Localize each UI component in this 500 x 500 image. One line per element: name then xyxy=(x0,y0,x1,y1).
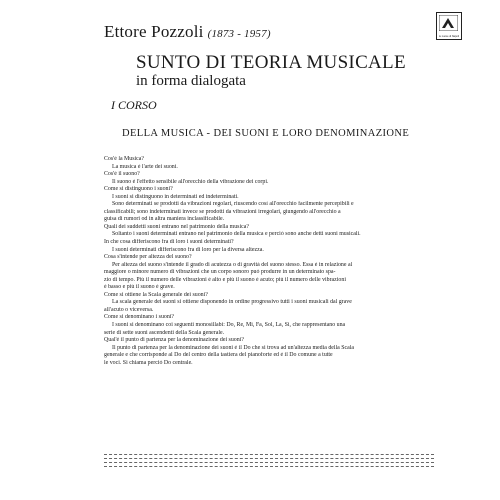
answer-line: maggiore o minore numero di vibrazioni che un corpo sonoro può produrre in un determinato spa- xyxy=(104,269,336,276)
answer-line: Il punto di partenza per la denominazione dei suoni è il Do che si trova ad un'altezza media della Scala xyxy=(112,344,354,351)
music-notation-stub xyxy=(104,452,434,472)
staff-line xyxy=(104,466,434,467)
answer-line: generale e che corrisponde al Do del centro della tastiera del pianoforte ed è il Do comune a tutte xyxy=(104,352,333,359)
answer-line: La musica è l'arte dei suoni. xyxy=(112,163,178,170)
staff-line xyxy=(104,458,434,459)
author-name-text: Ettore Pozzoli xyxy=(104,22,204,41)
question-line: Come si denominano i suoni? xyxy=(104,314,175,321)
publisher-logo-mark xyxy=(439,15,458,31)
page-title: SUNTO DI TEORIA MUSICALE xyxy=(136,52,406,73)
publisher-logo-icon xyxy=(436,12,462,40)
question-line: Cos'è la Musica? xyxy=(104,156,144,162)
answer-line: guisa di rumori od in altra maniera inclassificabile. xyxy=(104,216,225,223)
author-years: (1873 - 1957) xyxy=(207,28,271,40)
author-name xyxy=(104,22,271,42)
staff-line xyxy=(104,462,434,463)
question-line: Quali dei suddetti suoni entrano nel patrimonio della musica? xyxy=(104,223,249,230)
question-line: In che cosa differiscono fra di loro i suoni determinati? xyxy=(104,239,234,246)
answer-line: La scala generale dei suoni si ottiene disponendo in ordine progressivo tutti i suoni musicali dal grave xyxy=(112,299,352,306)
publisher-logo-text: le nuove di Napoli xyxy=(439,35,459,38)
question-line: Cosa s'intende per altezza del suono? xyxy=(104,254,192,261)
answer-line: classificabili; sono indeterminati invece se prodotti da vibrazioni irregolari, giungendo all'orecchio a xyxy=(104,208,341,215)
answer-line: I suoni si denominano coi seguenti monosillabi: Do, Re, Mi, Fa, Sol, La, Si, che rappresentano una xyxy=(112,322,346,329)
answer-line: serie di sette suoni ascendenti della Scala generale. xyxy=(104,329,225,336)
course-heading: I CORSO xyxy=(111,98,157,112)
answer-line: I suoni si distinguono in determinati ed indeterminati. xyxy=(112,193,239,200)
question-line: Qual'è il punto di partenza per la denominazione dei suoni? xyxy=(104,337,244,344)
answer-line: all'acuto o viceversa. xyxy=(104,306,154,313)
question-line: Come si ottiene la Scala generale dei suoni? xyxy=(104,291,208,298)
answer-line: Soltanto i suoni determinati entrano nel patrimonio della musica e perciò sono anche detti suoni musicali. xyxy=(112,231,361,238)
question-line: Cos'è il suono? xyxy=(104,171,140,178)
answer-line: Per altezza del suono s'intende il grado di acutezza o di gravità del suono stesso. Essa è in relazione al xyxy=(112,261,353,268)
answer-line: Sono determinati se prodotti da vibrazioni regolari, riuscendo così all'orecchio facilmente percepibili e xyxy=(112,201,354,208)
page-subtitle: in forma dialogata xyxy=(136,73,246,89)
qa-body xyxy=(104,156,468,367)
section-heading: DELLA MUSICA - DEI SUONI E LORO DENOMINAZIONE xyxy=(122,128,410,139)
answer-line: zio di tempo. Più il numero delle vibrazioni è alto e più il suono è acuto; più il numero delle vibrazioni xyxy=(104,276,346,283)
answer-line: è basso e più il suono è grave. xyxy=(104,284,175,291)
answer-line: I suoni determinati differiscono fra di loro per la diversa altezza. xyxy=(112,246,264,253)
answer-line: le voci. Si chiama perciò Do centrale. xyxy=(104,359,193,366)
staff-line xyxy=(104,454,434,455)
answer-line: Il suono è l'effetto sensibile all'orecchio della vibrazione dei corpi. xyxy=(112,178,269,185)
question-line: Come si distinguono i suoni? xyxy=(104,186,173,193)
